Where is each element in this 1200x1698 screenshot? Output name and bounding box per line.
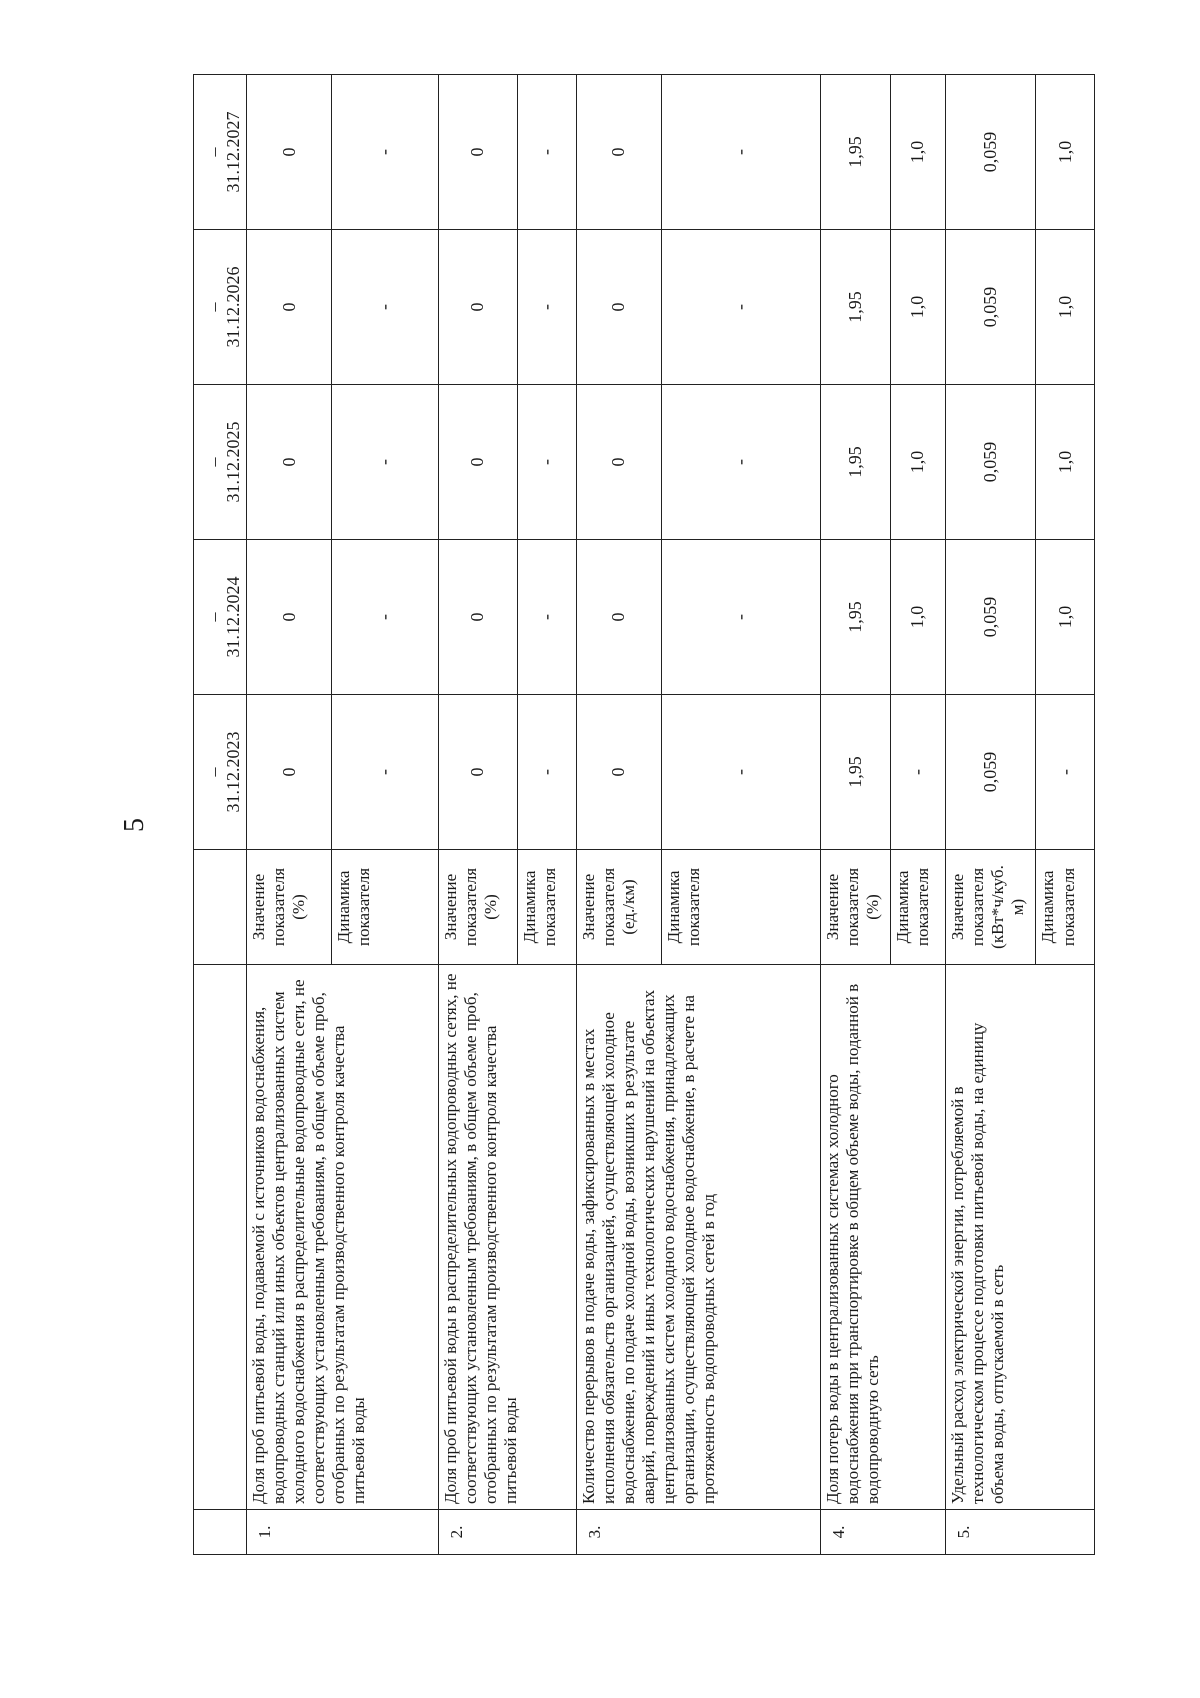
row-number: 2. <box>438 1510 576 1555</box>
header-indicator-cell <box>194 850 247 965</box>
value-cell: - <box>1036 695 1095 850</box>
value-cell: - <box>661 230 821 385</box>
value-cell: 0 <box>247 695 332 850</box>
row-number: 4. <box>821 1510 946 1555</box>
header-row <box>194 75 247 1555</box>
value-cell: - <box>518 695 576 850</box>
value-cell: 0,059 <box>945 385 1036 540</box>
value-cell: - <box>518 230 576 385</box>
value-cell: 0 <box>576 385 661 540</box>
value-cell: 1,95 <box>821 75 890 230</box>
value-cell: 0,059 <box>945 540 1036 695</box>
value-cell: - <box>661 75 821 230</box>
value-cell: - <box>332 540 438 695</box>
value-cell: 1,0 <box>890 230 945 385</box>
value-cell: - <box>518 385 576 540</box>
page-number: 5 <box>119 818 150 832</box>
value-cell: 1,95 <box>821 540 890 695</box>
header-num-cell <box>194 1510 247 1555</box>
table-row <box>945 75 1036 1555</box>
value-cell: 1,0 <box>1036 385 1095 540</box>
indicator-label: Динамика показателя <box>518 850 576 965</box>
value-cell: 0,059 <box>945 230 1036 385</box>
value-cell: 0 <box>438 695 518 850</box>
value-cell: - <box>661 540 821 695</box>
row-number: 1. <box>247 1510 438 1555</box>
value-cell: 0 <box>438 540 518 695</box>
value-cell: - <box>332 75 438 230</box>
row-description: Удельный расход электрической энергии, потребляемой в технологическом процессе подготовки питьевой воды, на единицу объема воды, отпускаемой в сеть <box>945 965 1094 1510</box>
value-cell: 1,0 <box>1036 540 1095 695</box>
value-cell: - <box>332 385 438 540</box>
rotated-table-container <box>193 75 1095 1555</box>
value-cell: 0 <box>247 230 332 385</box>
value-cell: 1,95 <box>821 230 890 385</box>
indicator-label: Значение показателя (%) <box>438 850 518 965</box>
value-cell: - <box>661 385 821 540</box>
indicator-label: Значение показателя (кВт*ч/куб. м) <box>945 850 1036 965</box>
value-cell: - <box>332 230 438 385</box>
indicator-label: Значение показателя (ед./км) <box>576 850 661 965</box>
indicators-table <box>193 74 1095 1555</box>
value-cell: 0 <box>247 540 332 695</box>
value-cell: - <box>518 75 576 230</box>
value-cell: 0 <box>576 75 661 230</box>
value-cell: 1,0 <box>1036 75 1095 230</box>
indicator-label: Значение показателя (%) <box>821 850 890 965</box>
value-cell: 0 <box>247 385 332 540</box>
row-description: Количество перерывов в подаче воды, зафиксированных в местах исполнения обязательств организацией, осуществляющей холодное водоснабжение, по подаче холодной воды, возникших в результате аварий, повреждений и иных технологических нарушений на объектах централизованных систем холодного водоснабжения, принадлежащих организации, осуществляющей холодное водоснабжение, в расчете на протяженность водопроводных сетей в год <box>576 965 821 1510</box>
table-row <box>821 75 890 1555</box>
row-description: Доля потерь воды в централизованных системах холодного водоснабжения при транспортировке в общем объеме воды, поданной в водопроводную сеть <box>821 965 946 1510</box>
year-header: – 31.12.2026 <box>194 230 247 385</box>
value-cell: 1,0 <box>890 75 945 230</box>
table-row <box>247 75 332 1555</box>
year-header: – 31.12.2025 <box>194 385 247 540</box>
row-number: 5. <box>945 1510 1094 1555</box>
header-desc-cell <box>194 965 247 1510</box>
indicator-label: Динамика показателя <box>1036 850 1095 965</box>
value-cell: - <box>332 695 438 850</box>
value-cell: 0 <box>438 385 518 540</box>
value-cell: 0 <box>247 75 332 230</box>
year-header: – 31.12.2023 <box>194 695 247 850</box>
value-cell: - <box>661 695 821 850</box>
indicator-label: Динамика показателя <box>661 850 821 965</box>
value-cell: - <box>518 540 576 695</box>
table-row <box>438 75 518 1555</box>
value-cell: 1,0 <box>890 385 945 540</box>
value-cell: 0 <box>438 75 518 230</box>
value-cell: 0 <box>576 540 661 695</box>
year-header: – 31.12.2024 <box>194 540 247 695</box>
table-row <box>576 75 661 1555</box>
value-cell: 0,059 <box>945 75 1036 230</box>
row-number: 3. <box>576 1510 821 1555</box>
value-cell: 1,95 <box>821 695 890 850</box>
value-cell: - <box>890 695 945 850</box>
row-description: Доля проб питьевой воды в распределительных водопроводных сетях, не соответствующих установленным требованиям, в общем объеме проб, отобранных по результатам производственного контроля качества питьевой воды <box>438 965 576 1510</box>
indicator-label: Значение показателя (%) <box>247 850 332 965</box>
year-header: – 31.12.2027 <box>194 75 247 230</box>
value-cell: 1,0 <box>890 540 945 695</box>
value-cell: 0,059 <box>945 695 1036 850</box>
value-cell: 1,0 <box>1036 230 1095 385</box>
row-description: Доля проб питьевой воды, подаваемой с источников водоснабжения, водопроводных станций или иных объектов централизованных систем холодного водоснабжения в распределительные водопроводные сети, не соответствующих установленным требованиям, в общем объеме проб, отобранных по результатам производственного контроля качества питьевой воды <box>247 965 438 1510</box>
indicator-label: Динамика показателя <box>890 850 945 965</box>
value-cell: 0 <box>438 230 518 385</box>
value-cell: 1,95 <box>821 385 890 540</box>
value-cell: 0 <box>576 695 661 850</box>
indicator-label: Динамика показателя <box>332 850 438 965</box>
value-cell: 0 <box>576 230 661 385</box>
